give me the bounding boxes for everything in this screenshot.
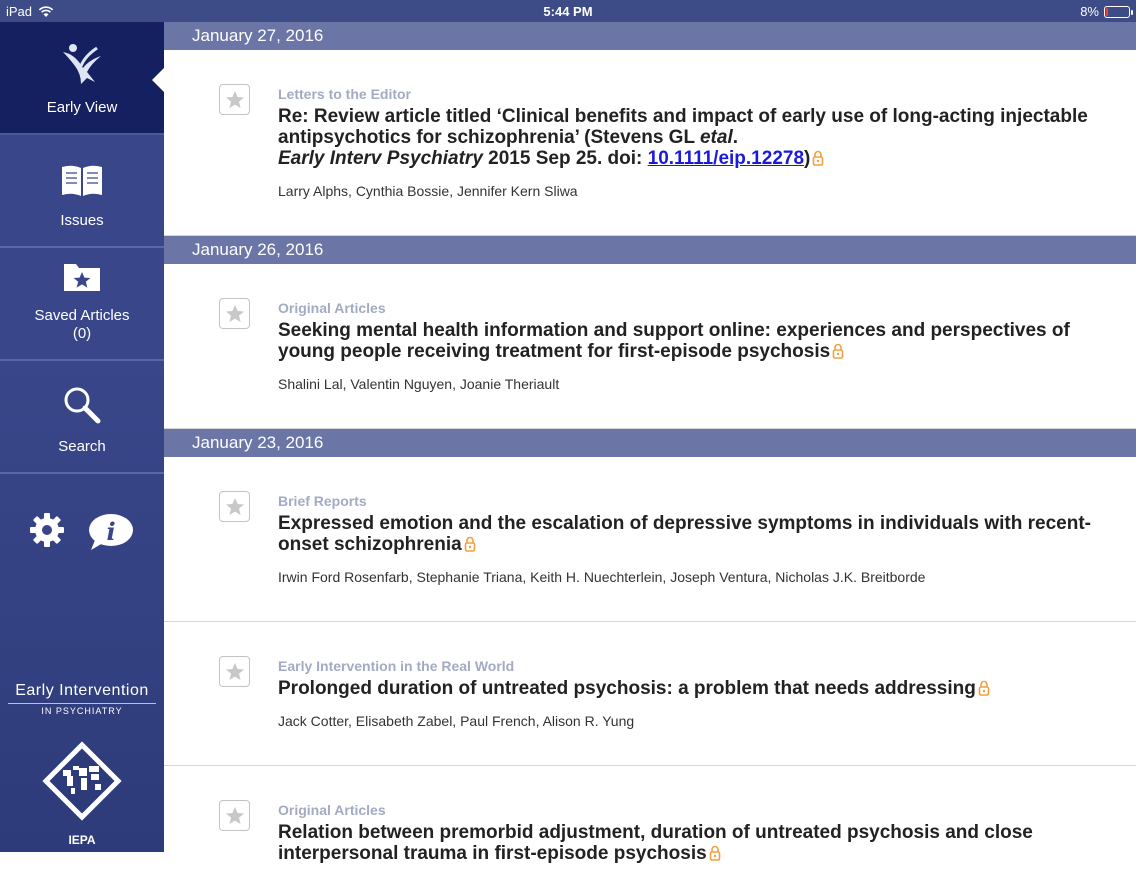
- doi-link[interactable]: 10.1111/eip.12278: [647, 148, 805, 169]
- list-item[interactable]: [164, 50, 1136, 236]
- article-list[interactable]: [164, 22, 1136, 864]
- search-icon: [62, 385, 102, 430]
- sidebar-item-issues[interactable]: [0, 135, 164, 248]
- device-label: iPad: [6, 4, 33, 19]
- list-item[interactable]: [164, 766, 1136, 886]
- list-item[interactable]: [164, 622, 1136, 766]
- lock-icon: [832, 343, 844, 364]
- title-text: ): [804, 148, 811, 169]
- article-category: Original Articles: [278, 300, 386, 316]
- book-icon: [60, 163, 104, 204]
- iepa-logo: [0, 736, 164, 847]
- sidebar-item-label: Early View: [46, 99, 118, 116]
- date-header: January 23, 2016: [164, 429, 1136, 457]
- star-icon: [225, 497, 245, 517]
- status-bar: [0, 0, 1136, 22]
- gear-icon[interactable]: [29, 512, 65, 548]
- title-text: Relation between premorbid adjustment, duration of untreated psychosis and close interpersonal trauma in first-episode psychosis: [278, 822, 1033, 864]
- title-text: Prolonged duration of untreated psychosis: a problem that needs addressing: [278, 678, 976, 699]
- sidebar-item-saved-articles[interactable]: [0, 248, 164, 361]
- favorite-button[interactable]: [219, 491, 250, 522]
- article-body: [278, 802, 1096, 866]
- lock-icon: [464, 536, 476, 557]
- article-authors: Shalini Lal, Valentin Nguyen, Joanie Theriault: [278, 376, 560, 392]
- sidebar-item-early-view[interactable]: [0, 22, 164, 135]
- article-category: Brief Reports: [278, 493, 367, 509]
- iepa-logo-icon: [37, 736, 127, 826]
- star-icon: [225, 806, 245, 826]
- article-category: Letters to the Editor: [278, 86, 412, 102]
- star-icon: [225, 304, 245, 324]
- star-icon: [225, 90, 245, 110]
- brand-subtitle: IN PSYCHIATRY: [41, 706, 123, 716]
- article-body: [278, 658, 1096, 729]
- date-header: January 26, 2016: [164, 236, 1136, 264]
- early-view-icon: [59, 42, 105, 91]
- article-title[interactable]: [278, 513, 1096, 557]
- favorite-button[interactable]: [219, 800, 250, 831]
- article-body: [278, 86, 1096, 199]
- sidebar: [0, 22, 164, 852]
- info-icon[interactable]: [87, 512, 135, 552]
- sidebar-item-search[interactable]: [0, 361, 164, 474]
- brand-divider: [8, 703, 156, 704]
- title-journal: Early Interv Psychiatry: [278, 148, 483, 169]
- brand-title: Early Intervention: [15, 682, 149, 699]
- sidebar-item-label: Saved Articles: [34, 307, 130, 324]
- article-category: Original Articles: [278, 802, 386, 818]
- date-header: January 27, 2016: [164, 22, 1136, 50]
- article-body: [278, 300, 1096, 392]
- title-text: Re: Review article titled ‘Clinical benefits and impact of early use of long-acting injectable antipsychotics for schizophrenia’ (Stevens GL: [278, 106, 1088, 148]
- title-text: 2015 Sep 25. doi:: [482, 148, 648, 169]
- title-text: Expressed emotion and the escalation of depressive symptoms in individuals with recent-onset schizophrenia: [278, 513, 1091, 555]
- article-title[interactable]: [278, 320, 1096, 364]
- saved-folder-icon: [61, 258, 103, 299]
- lock-icon: [812, 150, 824, 171]
- article-title[interactable]: [278, 106, 1096, 171]
- favorite-button[interactable]: [219, 656, 250, 687]
- article-title[interactable]: [278, 822, 1096, 866]
- article-authors: Irwin Ford Rosenfarb, Stephanie Triana, Keith H. Nuechterlein, Joseph Ventura, Nicholas J.K. Breitborde: [278, 569, 926, 585]
- article-authors: Larry Alphs, Cynthia Bossie, Jennifer Kern Sliwa: [278, 183, 578, 199]
- battery-percent: 8%: [1080, 4, 1099, 19]
- status-time: 5:44 PM: [543, 4, 593, 19]
- article-body: [278, 493, 1096, 585]
- status-right: [1080, 4, 1130, 19]
- sidebar-item-label: Search: [58, 438, 106, 455]
- battery-fill: [1106, 8, 1108, 16]
- battery-icon: [1104, 6, 1130, 18]
- iepa-label: IEPA: [68, 833, 96, 847]
- list-item[interactable]: [164, 457, 1136, 622]
- journal-brand: [0, 682, 164, 716]
- title-etal: etal: [699, 127, 733, 148]
- article-title[interactable]: [278, 678, 1096, 701]
- title-text: Seeking mental health information and support online: experiences and perspectives of young people receiving treatment for first-episode psychosis: [278, 320, 1070, 362]
- favorite-button[interactable]: [219, 298, 250, 329]
- svg-text:i: i: [106, 517, 116, 546]
- article-authors: Jack Cotter, Elisabeth Zabel, Paul French, Alison R. Yung: [278, 713, 635, 729]
- list-item[interactable]: [164, 264, 1136, 429]
- active-indicator: [152, 68, 164, 92]
- favorite-button[interactable]: [219, 84, 250, 115]
- article-category: Early Intervention in the Real World: [278, 658, 515, 674]
- saved-count: (0): [72, 325, 92, 342]
- lock-icon: [709, 845, 721, 866]
- star-icon: [225, 662, 245, 682]
- lock-icon: [978, 680, 990, 701]
- title-text: .: [732, 127, 739, 148]
- sidebar-item-label: Issues: [60, 212, 104, 229]
- sidebar-tools: [0, 512, 164, 552]
